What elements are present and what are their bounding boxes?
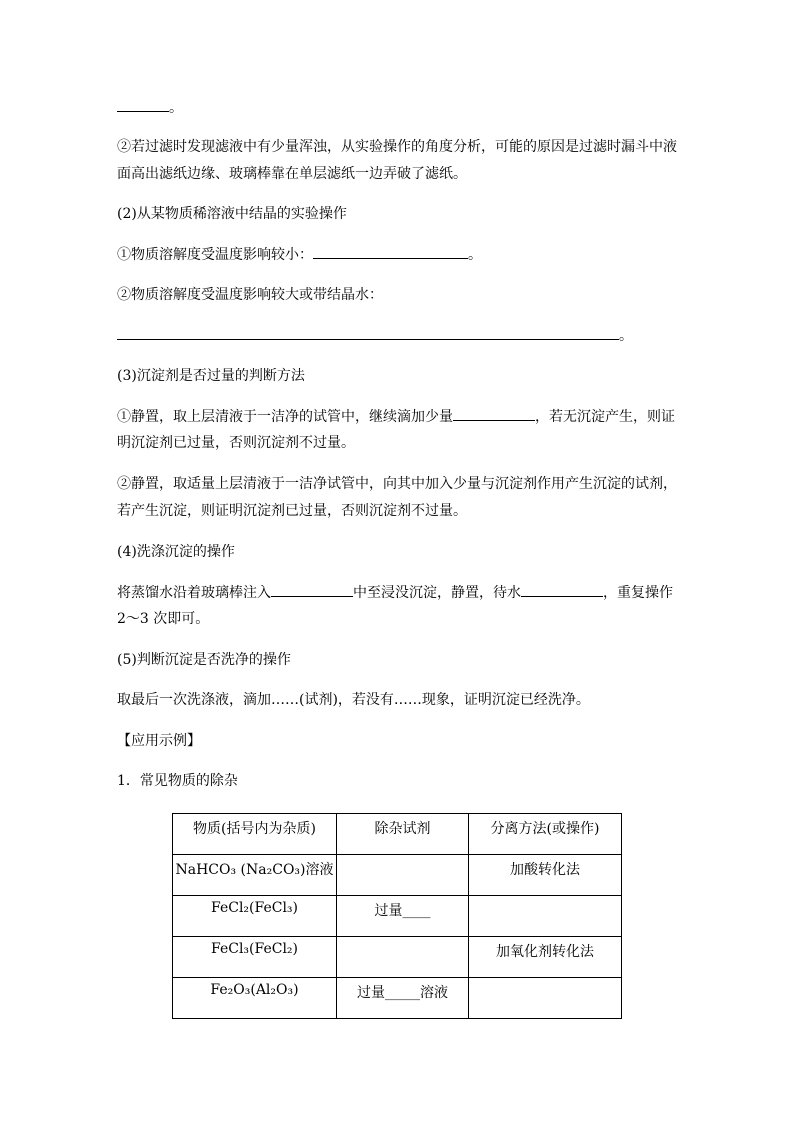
s4-text-a: 将蒸馏水沿着玻璃棒注入 bbox=[117, 585, 271, 601]
cell-method bbox=[469, 896, 621, 900]
table-row bbox=[173, 978, 622, 1019]
s2-item2-blank-line bbox=[117, 325, 633, 346]
cell-reagent: 过量_____溶液 bbox=[357, 985, 448, 1001]
cell-method: 加酸转化法 bbox=[510, 862, 580, 878]
s3-item1 bbox=[117, 406, 675, 427]
s3-item2: ②静置，取适量上层清液于一洁净试管中，向其中加入少量与沉淀剂作用产生沉淀的试剂， bbox=[117, 476, 677, 492]
question-1: 1．常见物质的除杂 bbox=[117, 773, 238, 789]
text-line: 面高出滤纸边缘、玻璃棒靠在单层滤纸一边弄破了滤纸。 bbox=[117, 166, 467, 182]
fill-line-top bbox=[117, 97, 183, 118]
cell-method: 加氧化剂转化法 bbox=[496, 944, 594, 960]
impurity-removal-table bbox=[172, 813, 622, 1019]
answer-blank bbox=[313, 244, 468, 259]
s3-item1-text-a: ①静置，取上层清液于一洁净的试管中，继续滴加少量 bbox=[117, 409, 453, 425]
answer-blank bbox=[271, 582, 353, 597]
s2-item1-text: ①物质溶解度受温度影响较小： bbox=[117, 247, 313, 263]
header-method: 分离方法(或操作) bbox=[490, 821, 600, 837]
cell-reagent bbox=[337, 855, 468, 859]
s4-text-c: ，重复操作 bbox=[603, 585, 673, 601]
header-reagent: 除杂试剂 bbox=[374, 821, 431, 837]
s4-text-b: 中至浸没沉淀，静置，待水 bbox=[353, 585, 521, 601]
s3-item1-text-b: ，若无沉淀产生，则证 bbox=[535, 409, 675, 425]
table-row bbox=[173, 855, 622, 896]
s3-item2-cont: 若产生沉淀，则证明沉淀剂已过量，否则沉淀剂不过量。 bbox=[117, 503, 467, 519]
table-row bbox=[173, 896, 622, 937]
s2-item1 bbox=[117, 244, 482, 265]
cell-substance: Fe₂O₃(Al₂O₃) bbox=[210, 982, 299, 998]
table-header-row bbox=[173, 814, 622, 855]
period: 。 bbox=[468, 247, 482, 263]
s2-item2: ②物质溶解度受温度影响较大或带结晶水： bbox=[117, 287, 383, 303]
s4-text-cont: 2～3 次即可。 bbox=[117, 611, 210, 627]
period: 。 bbox=[619, 328, 633, 344]
period: 。 bbox=[169, 100, 183, 116]
s3-item1-cont: 明沉淀剂已过量，否则沉淀剂不过量。 bbox=[117, 435, 355, 451]
section-heading-3: (3)沉淀剂是否过量的判断方法 bbox=[117, 368, 305, 384]
header-substance: 物质(括号内为杂质) bbox=[193, 821, 316, 837]
text-line: ②若过滤时发现滤液中有少量浑浊，从实验操作的角度分析，可能的原因是过滤时漏斗中液 bbox=[117, 139, 677, 155]
cell-substance: FeCl₃(FeCl₂) bbox=[211, 941, 298, 957]
cell-reagent bbox=[337, 937, 468, 941]
answer-blank bbox=[521, 582, 603, 597]
section-heading-2: (2)从某物质稀溶液中结晶的实验操作 bbox=[117, 206, 347, 222]
answer-blank bbox=[453, 406, 535, 421]
table-row bbox=[173, 937, 622, 978]
cell-reagent: 过量____ bbox=[374, 903, 431, 919]
s4-text bbox=[117, 582, 673, 603]
section-heading-4: (4)洗涤沉淀的操作 bbox=[117, 544, 235, 560]
answer-blank bbox=[117, 325, 619, 340]
application-heading: 【应用示例】 bbox=[117, 733, 201, 749]
s5-text: 取最后一次洗涤液，滴加……(试剂)，若没有……现象，证明沉淀已经洗净。 bbox=[117, 692, 590, 708]
cell-substance: NaHCO₃ (Na₂CO₃)溶液 bbox=[175, 862, 334, 878]
answer-blank bbox=[117, 97, 169, 112]
section-heading-5: (5)判断沉淀是否洗净的操作 bbox=[117, 652, 291, 668]
cell-substance: FeCl₂(FeCl₃) bbox=[211, 900, 298, 916]
cell-method bbox=[469, 978, 621, 982]
